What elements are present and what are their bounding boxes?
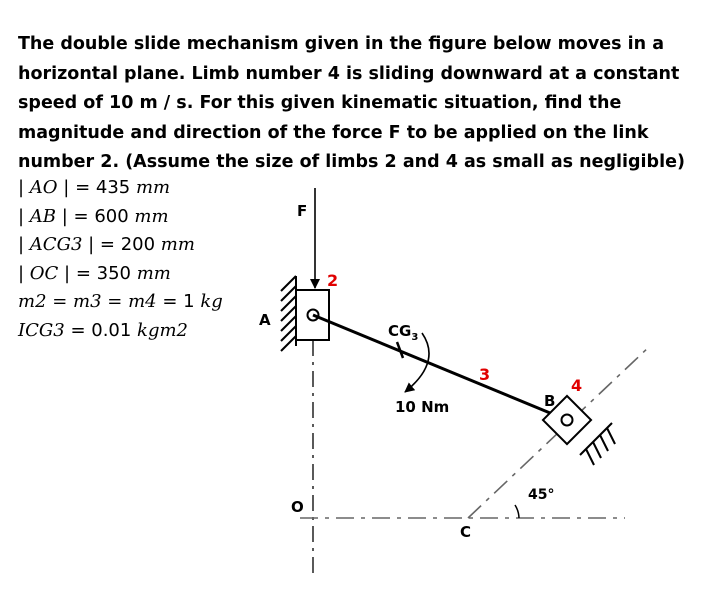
given-oc: | OC | = 350 mm <box>18 262 171 284</box>
label-link-4: 4 <box>571 376 583 395</box>
label-angle: 45° <box>528 487 555 503</box>
ground-hatch-right <box>580 423 615 465</box>
label-link-3: 3 <box>479 365 491 384</box>
ground-hatch-left <box>281 276 296 351</box>
given-masses: m2 = m3 = m4 = 1 kg <box>18 291 223 312</box>
angle-arc <box>515 505 519 518</box>
pin-joint-b <box>562 415 573 426</box>
label-torque: 10 Nm <box>395 398 450 416</box>
label-point-b: B <box>544 392 556 410</box>
label-cg3: $CG_3$ <box>388 322 419 343</box>
label-link-2: 2 <box>327 271 339 290</box>
problem-statement: The double slide mechanism given in the figure below moves in a horizontal plane. Limb number 4 is sliding downward at a constant speed of 10 m / s. For this given kinematic situation, find the magnitude and direction of the force F to be applied on the link number 2. (Assume the size of limbs 2 and 4 as small as negligible) <box>18 34 685 172</box>
label-point-o: O <box>291 498 304 516</box>
label-force-f: F <box>297 202 308 220</box>
given-inertia: ICG3 = 0.01 kgm2 <box>18 319 188 341</box>
given-ao: | AO | = 435 mm <box>18 177 171 198</box>
label-point-c: C <box>460 523 472 541</box>
given-ab: | AB | = 600 mm <box>18 205 169 227</box>
given-acg3: | ACG3 | = 200 mm <box>18 234 195 255</box>
label-point-a: A <box>259 311 271 329</box>
